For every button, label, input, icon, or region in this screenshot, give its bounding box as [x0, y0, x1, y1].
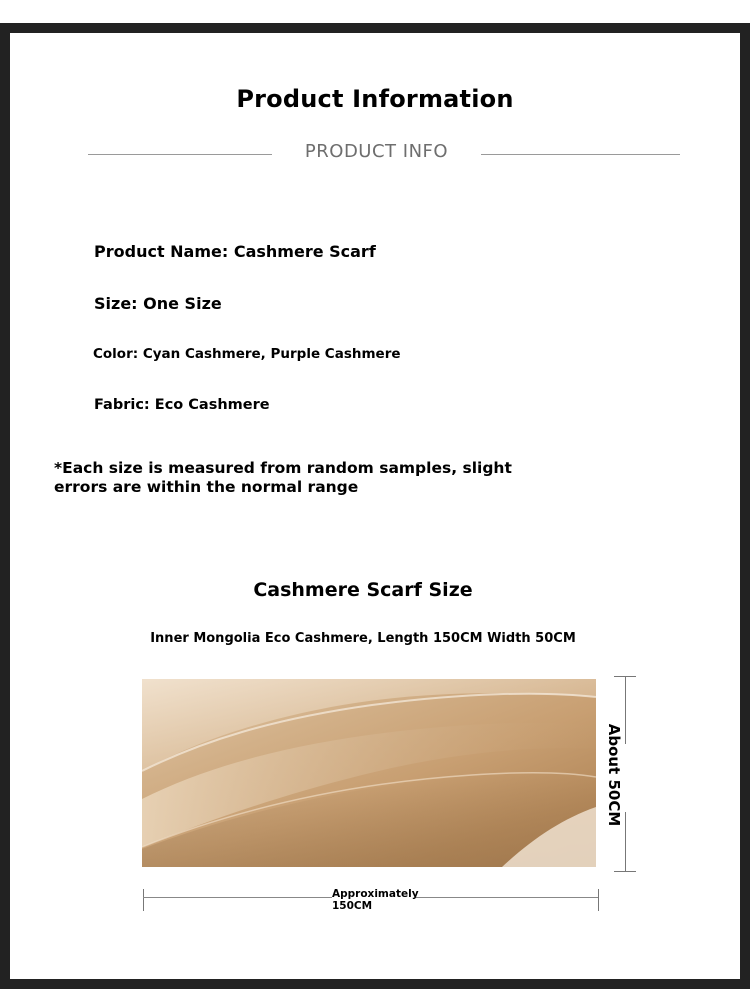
length-measure-cap-left	[143, 889, 144, 911]
subtitle-divider-left	[88, 154, 272, 155]
spec-color: Color: Cyan Cashmere, Purple Cashmere	[93, 346, 401, 362]
fabric-folds-graphic	[142, 679, 596, 867]
size-section-description: Inner Mongolia Eco Cashmere, Length 150CM Width 50CM	[150, 631, 576, 646]
scarf-fabric-image	[142, 679, 596, 867]
page-subtitle: PRODUCT INFO	[304, 141, 449, 162]
spec-size: Size: One Size	[94, 294, 222, 313]
top-border	[0, 0, 750, 23]
measurement-note: *Each size is measured from random samples, slight errors are within the normal range	[54, 459, 512, 496]
width-measure-cap-bottom	[614, 871, 636, 872]
spec-product-name: Product Name: Cashmere Scarf	[94, 242, 376, 261]
bottom-border	[0, 989, 750, 1008]
width-measure-line-lower	[625, 812, 626, 872]
subtitle-divider-right	[481, 154, 680, 155]
subtitle-row	[10, 141, 740, 169]
size-section-title: Cashmere Scarf Size	[253, 579, 473, 601]
length-measure-line-right	[415, 897, 599, 898]
length-measure-line-left	[143, 897, 332, 898]
length-label: Approximately 150CM	[332, 888, 419, 912]
length-measure-cap-right	[598, 889, 599, 911]
width-label	[592, 723, 636, 827]
product-info-sheet	[10, 33, 740, 979]
page-title: Product Information	[236, 85, 514, 113]
width-measure-line-upper	[625, 676, 626, 744]
spec-fabric: Fabric: Eco Cashmere	[94, 397, 270, 413]
width-label-text: About 50CM	[605, 723, 623, 827]
